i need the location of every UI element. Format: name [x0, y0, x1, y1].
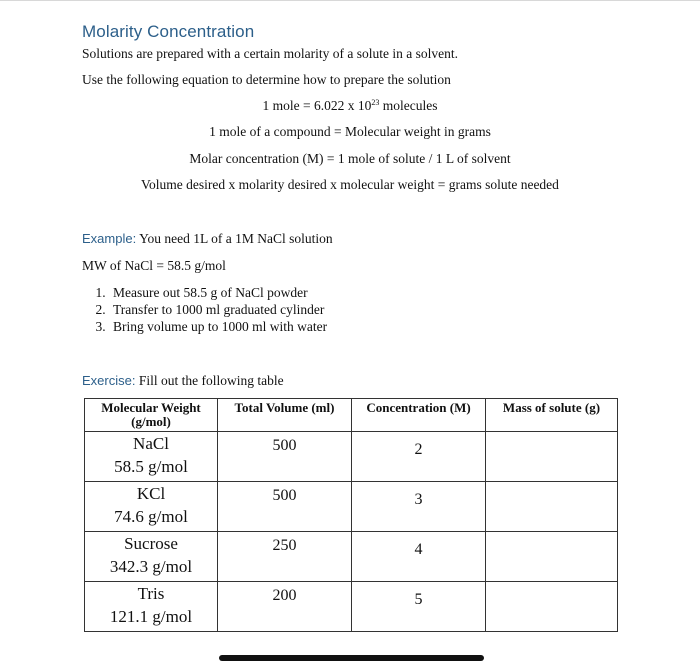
header-molecular-weight: Molecular Weight (g/mol)	[85, 399, 218, 432]
example-line	[82, 231, 333, 247]
equation-mole-prefix: 1 mole = 6.022 x 10	[262, 98, 372, 113]
mass-cell[interactable]	[486, 432, 618, 482]
step-item: 3. Bring volume up to 1000 ml with water	[109, 318, 327, 335]
example-mw: MW of NaCl = 58.5 g/mol	[82, 258, 226, 273]
equation-mole	[0, 98, 700, 114]
concentration-cell	[352, 482, 486, 532]
mass-cell[interactable]	[486, 582, 618, 632]
volume-value: 500	[272, 437, 297, 454]
exercise-label: Exercise:	[82, 373, 136, 388]
mass-cell[interactable]	[486, 482, 618, 532]
example-steps	[85, 284, 327, 335]
concentration-value: 4	[414, 541, 423, 558]
step-item: 1. Measure out 58.5 g of NaCl powder	[109, 284, 327, 301]
concentration-cell	[352, 582, 486, 632]
intro-line-2: Use the following equation to determine how to prepare the solution	[82, 72, 451, 87]
equation-mole-exponent: 23	[371, 98, 380, 107]
header-mass-of-solute: Mass of solute (g)	[486, 399, 618, 432]
equation-volume: Volume desired x molarity desired x molecular weight = grams solute needed	[141, 177, 559, 192]
table-row	[85, 482, 618, 532]
exercise-line	[82, 373, 284, 389]
table-row	[85, 532, 618, 582]
equation-molar: Molar concentration (M) = 1 mole of solute / 1 L of solvent	[189, 151, 511, 166]
compound-cell	[85, 532, 218, 582]
compound-name: NaCl	[133, 434, 169, 453]
volume-cell	[218, 582, 352, 632]
header-total-volume: Total Volume (ml)	[218, 399, 352, 432]
compound-mw: 342.3 g/mol	[109, 557, 193, 576]
equation-compound: 1 mole of a compound = Molecular weight in grams	[209, 124, 491, 139]
mass-cell[interactable]	[486, 532, 618, 582]
concentration-value: 5	[414, 591, 423, 608]
header-concentration: Concentration (M)	[352, 399, 486, 432]
volume-cell	[218, 532, 352, 582]
compound-cell	[85, 432, 218, 482]
compound-cell	[85, 582, 218, 632]
exercise-text: Fill out the following table	[138, 373, 284, 388]
compound-mw: 58.5 g/mol	[114, 457, 188, 476]
table-row	[85, 432, 618, 482]
top-divider	[0, 0, 700, 1]
concentration-cell	[352, 532, 486, 582]
step-item: 2. Transfer to 1000 ml graduated cylinder	[109, 301, 327, 318]
home-indicator[interactable]	[219, 655, 484, 661]
volume-cell	[218, 432, 352, 482]
concentration-cell	[352, 432, 486, 482]
compound-name: KCl	[136, 484, 166, 503]
table-header-row	[85, 399, 618, 432]
example-label: Example:	[82, 231, 137, 246]
compound-mw: 121.1 g/mol	[109, 607, 193, 626]
volume-value: 250	[272, 537, 297, 554]
compound-name: Sucrose	[124, 534, 178, 553]
compound-cell	[85, 482, 218, 532]
example-text: You need 1L of a 1M NaCl solution	[139, 231, 333, 246]
volume-cell	[218, 482, 352, 532]
equation-mole-suffix: molecules	[379, 98, 438, 113]
page-title: Molarity Concentration	[82, 22, 255, 41]
volume-value: 500	[272, 487, 297, 504]
exercise-table	[84, 398, 618, 632]
intro-line-1: Solutions are prepared with a certain molarity of a solute in a solvent.	[82, 46, 459, 61]
concentration-value: 2	[414, 441, 423, 458]
compound-mw: 74.6 g/mol	[114, 507, 188, 526]
volume-value: 200	[272, 587, 297, 604]
compound-name: Tris	[137, 584, 165, 603]
concentration-value: 3	[414, 491, 423, 508]
table-row	[85, 582, 618, 632]
